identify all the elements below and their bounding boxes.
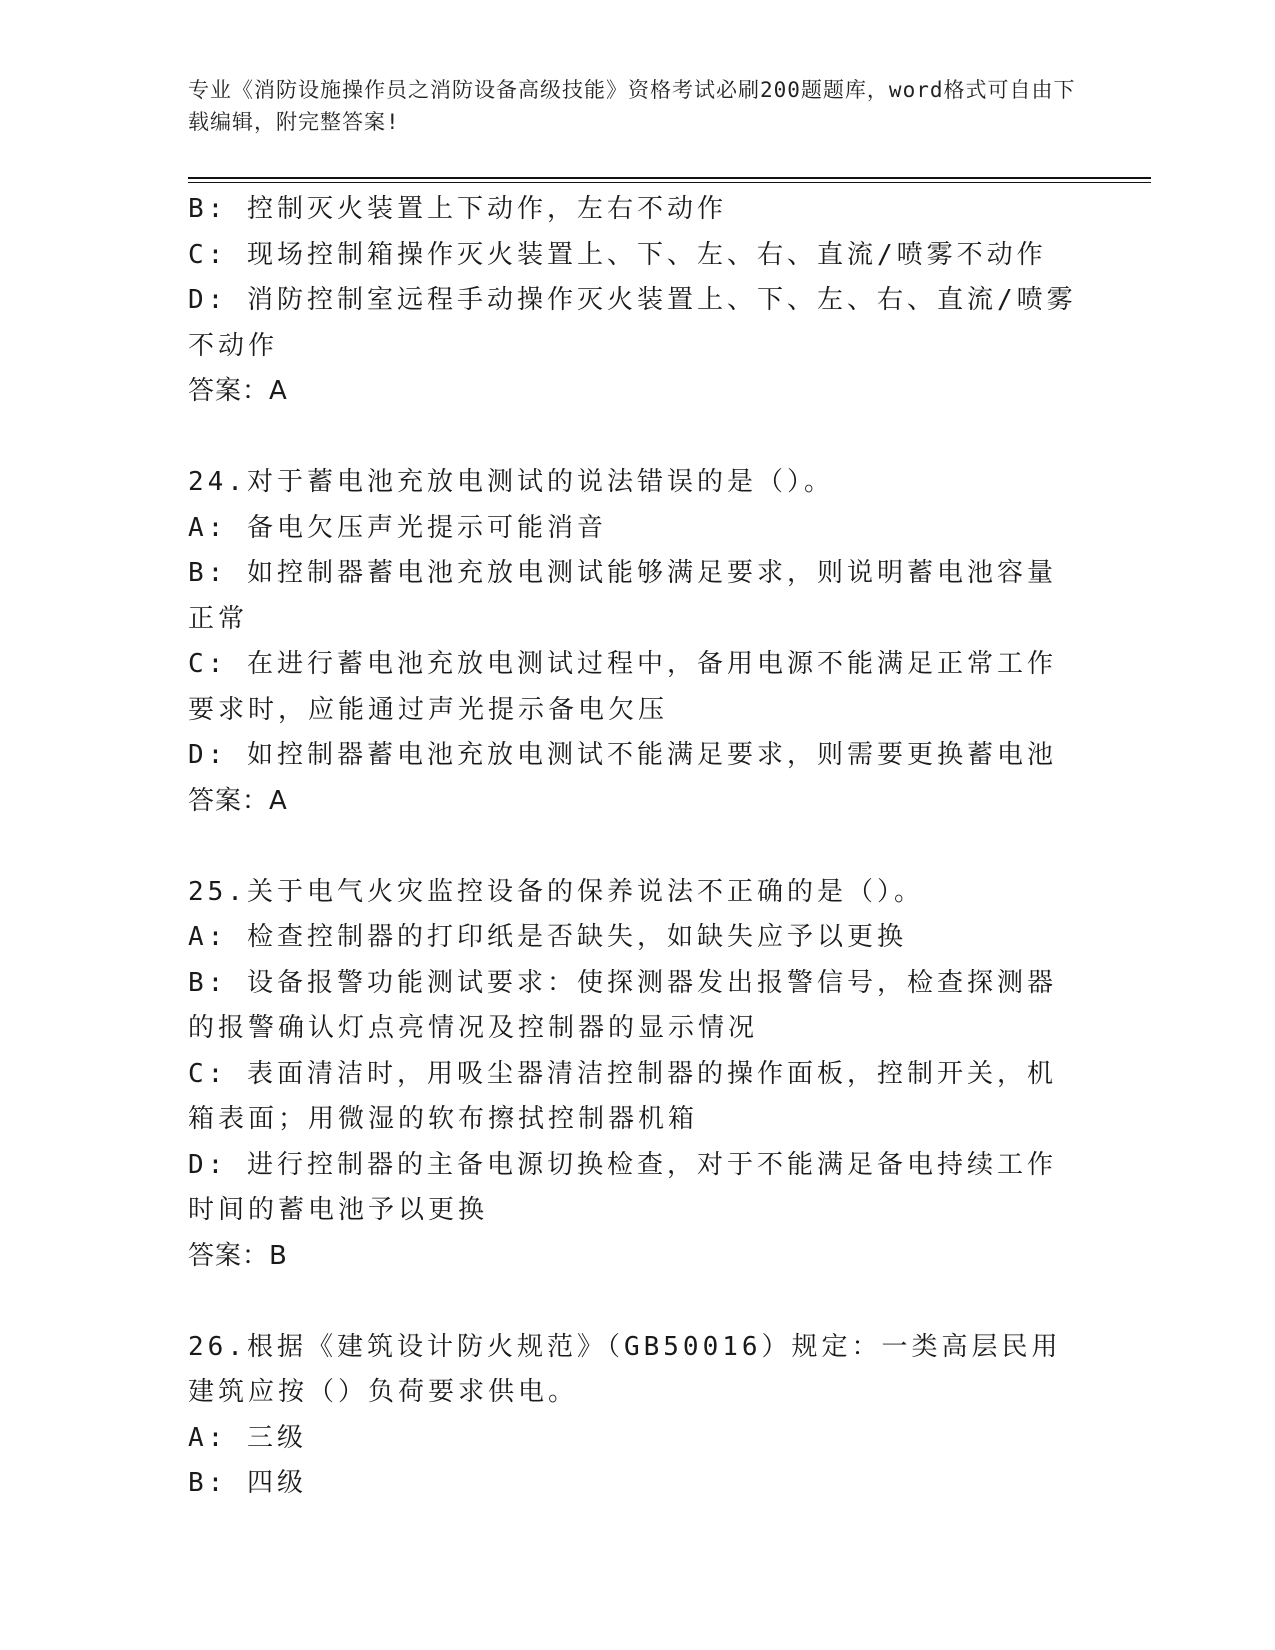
option-b: B: 如控制器蓄电池充放电测试能够满足要求，则说明蓄电池容量正常	[188, 558, 1057, 634]
question-list	[188, 187, 1078, 1507]
question-23-tail	[188, 187, 1078, 415]
header-divider-thin	[188, 182, 1151, 183]
question-24	[188, 460, 1078, 824]
option-c: C: 在进行蓄电池充放电测试过程中，备用电源不能满足正常工作要求时，应能通过声光提示备电欠压	[188, 649, 1057, 725]
page-header	[188, 74, 1078, 138]
option-d: D: 进行控制器的主备电源切换检查，对于不能满足备电持续工作时间的蓄电池予以更换	[188, 1149, 1057, 1225]
option-a: A: 检查控制器的打印纸是否缺失，如缺失应予以更换	[188, 922, 907, 952]
question-text: 24.对于蓄电池充放电测试的说法错误的是（）。	[188, 467, 834, 497]
spacer	[188, 1279, 1078, 1325]
option-a: A: 三级	[188, 1422, 307, 1453]
answer: 答案：A	[188, 785, 288, 816]
option-c: C: 表面清洁时，用吸尘器清洁控制器的操作面板，控制开关，机箱表面；用微湿的软布擦拭控制器机箱	[188, 1058, 1057, 1134]
question-text: 26.根据《建筑设计防火规范》（GB50016）规定：一类高层民用建筑应按（）负荷要求供电。	[188, 1331, 1062, 1407]
option-b: B: 控制灭火装置上下动作，左右不动作	[188, 194, 727, 224]
answer: 答案：A	[188, 376, 288, 406]
answer: 答案：B	[188, 1240, 288, 1271]
option-c: C: 现场控制箱操作灭火装置上、下、左、右、直流/喷雾不动作	[188, 239, 1047, 270]
spacer	[188, 824, 1078, 870]
header-title: 专业《消防设施操作员之消防设备高级技能》资格考试必刷200题题库，word格式可自由下载编辑，附完整答案!	[188, 78, 1076, 134]
option-d: D: 如控制器蓄电池充放电测试不能满足要求，则需要更换蓄电池	[188, 740, 1057, 770]
question-26	[188, 1325, 1078, 1507]
option-b: B: 设备报警功能测试要求：使探测器发出报警信号，检查探测器的报警确认灯点亮情况及控制器的显示情况	[188, 967, 1057, 1043]
option-d: D: 消防控制室远程手动操作灭火装置上、下、左、右、直流/喷雾不动作	[188, 285, 1077, 361]
spacer	[188, 415, 1078, 461]
header-divider-thick	[188, 177, 1151, 179]
question-25	[188, 870, 1078, 1280]
question-text: 25.关于电气火灾监控设备的保养说法不正确的是（）。	[188, 876, 924, 907]
option-a: A: 备电欠压声光提示可能消音	[188, 512, 607, 543]
option-b: B: 四级	[188, 1468, 307, 1498]
